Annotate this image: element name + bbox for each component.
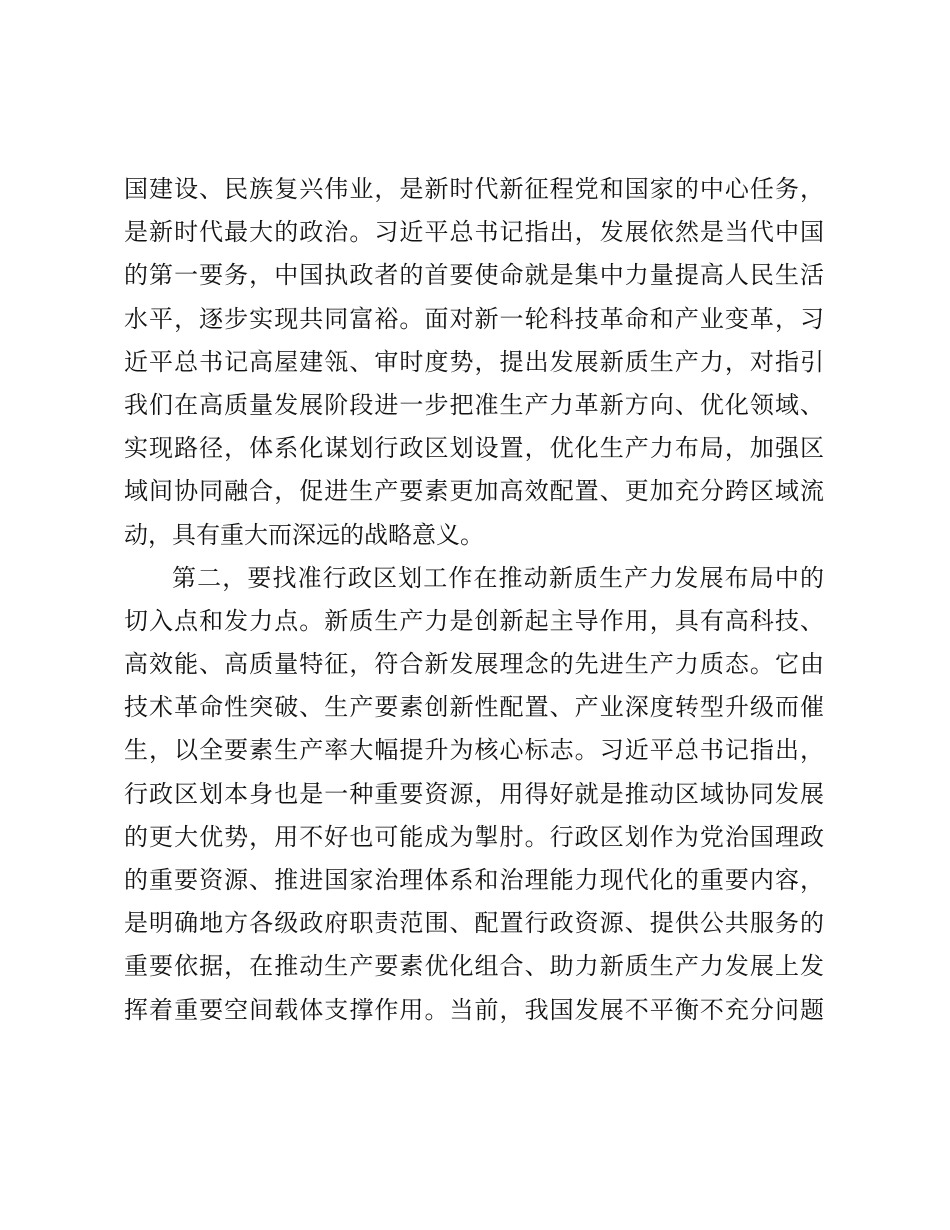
text-line-11: 切入点和发力点。新质生产力是创新起主导作用，具有高科技、: [124, 606, 824, 635]
text-line-1: 国建设、民族复兴伟业，是新时代新征程党和国家的中心任务，: [124, 175, 824, 203]
text-line-12: 高效能、高质量特征，符合新发展理念的先进生产力质态。它由: [124, 650, 824, 679]
text-line-9: 动，具有重大而深远的战略意义。: [124, 520, 484, 549]
text-line-7: 实现路径，体系化谋划行政区划设置，优化生产力布局，加强区: [124, 434, 824, 463]
text-line-6: 我们在高质量发展阶段进一步把准生产力革新方向、优化领域、: [124, 390, 824, 419]
text-line-16: 的更大优势，用不好也可能成为掣肘。行政区划作为党治国理政: [124, 822, 824, 851]
text-line-3: 的第一要务，中国执政者的首要使命就是集中力量提高人民生活: [124, 261, 824, 290]
text-line-13: 技术革命性突破、生产要素创新性配置、产业深度转型升级而催: [124, 693, 824, 722]
text-line-5: 近平总书记高屋建瓴、审时度势，提出发展新质生产力，对指引: [124, 347, 824, 376]
text-line-2: 是新时代最大的政治。习近平总书记指出，发展依然是当代中国: [124, 218, 824, 247]
text-line-4: 水平，逐步实现共同富裕。面对新一轮科技革命和产业变革，习: [124, 304, 824, 333]
text-line-14: 生，以全要素生产率大幅提升为核心标志。习近平总书记指出，: [124, 736, 824, 765]
text-line-8: 域间协同融合，促进生产要素更加高效配置、更加充分跨区域流: [124, 477, 824, 506]
text-line-15: 行政区划本身也是一种重要资源，用得好就是推动区域协同发展: [124, 779, 824, 808]
text-line-20: 挥着重要空间载体支撑作用。当前，我国发展不平衡不充分问题: [124, 995, 824, 1024]
text-line-18: 是明确地方各级政府职责范围、配置行政资源、提供公共服务的: [124, 909, 824, 938]
text-line-19: 重要依据，在推动生产要素优化组合、助力新质生产力发展上发: [124, 952, 824, 981]
text-line-17: 的重要资源、推进国家治理体系和治理能力现代化的重要内容，: [124, 866, 824, 894]
body-text: [124, 168, 824, 1032]
text-line-10: 第二，要找准行政区划工作在推动新质生产力发展布局中的: [172, 563, 824, 592]
